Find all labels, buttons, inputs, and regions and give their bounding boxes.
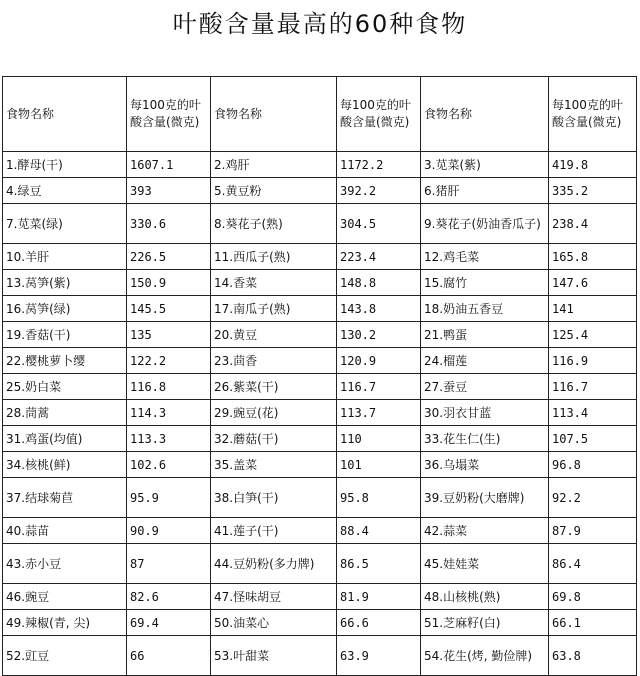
folate-value-cell: 165.8	[549, 244, 637, 270]
folate-value-cell: 116.9	[549, 348, 637, 374]
table-row	[3, 610, 637, 636]
food-name-cell: 38.白笋(干)	[211, 478, 337, 518]
folate-value-cell: 63.8	[549, 636, 637, 676]
folate-value-cell: 304.5	[337, 204, 421, 244]
food-name-cell: 16.莴笋(绿)	[3, 296, 127, 322]
folate-value-cell: 86.5	[337, 544, 421, 584]
column-header-folate: 每100克的叶酸含量(微克)	[549, 77, 637, 152]
folate-value-cell: 1607.1	[127, 152, 211, 178]
food-name-cell: 4.绿豆	[3, 178, 127, 204]
food-name-cell: 11.西瓜子(熟)	[211, 244, 337, 270]
table-row	[3, 478, 637, 518]
column-header-folate: 每100克的叶酸含量(微克)	[127, 77, 211, 152]
column-header-food-name: 食物名称	[421, 77, 549, 152]
page-title: 叶酸含量最高的60种食物	[172, 10, 468, 38]
food-name-cell: 8.葵花子(熟)	[211, 204, 337, 244]
folate-value-cell: 226.5	[127, 244, 211, 270]
folate-value-cell: 86.4	[549, 544, 637, 584]
food-name-cell: 23.茴香	[211, 348, 337, 374]
folate-value-cell: 116.8	[127, 374, 211, 400]
food-name-cell: 51.芝麻籽(白)	[421, 610, 549, 636]
folate-value-cell: 87.9	[549, 518, 637, 544]
table-header-row	[3, 77, 637, 152]
food-name-cell: 26.紫菜(干)	[211, 374, 337, 400]
food-name-cell: 49.辣椒(青, 尖)	[3, 610, 127, 636]
column-header-food-name: 食物名称	[211, 77, 337, 152]
food-name-cell: 3.苋菜(紫)	[421, 152, 549, 178]
food-name-cell: 14.香菜	[211, 270, 337, 296]
food-name-cell: 45.娃娃菜	[421, 544, 549, 584]
folate-value-cell: 66.6	[337, 610, 421, 636]
folate-value-cell: 95.9	[127, 478, 211, 518]
folate-value-cell: 110	[337, 426, 421, 452]
table-row	[3, 452, 637, 478]
table-row	[3, 178, 637, 204]
food-name-cell: 34.核桃(鲜)	[3, 452, 127, 478]
folate-value-cell: 238.4	[549, 204, 637, 244]
folate-value-cell: 87	[127, 544, 211, 584]
food-name-cell: 44.豆奶粉(多力牌)	[211, 544, 337, 584]
food-name-cell: 39.豆奶粉(大磨牌)	[421, 478, 549, 518]
folate-value-cell: 66	[127, 636, 211, 676]
folate-value-cell: 143.8	[337, 296, 421, 322]
food-name-cell: 42.蒜菜	[421, 518, 549, 544]
folate-value-cell: 88.4	[337, 518, 421, 544]
folate-value-cell: 63.9	[337, 636, 421, 676]
folate-value-cell: 122.2	[127, 348, 211, 374]
folate-value-cell: 141	[549, 296, 637, 322]
food-name-cell: 54.花生(烤, 勤俭牌)	[421, 636, 549, 676]
folate-value-cell: 145.5	[127, 296, 211, 322]
food-name-cell: 40.蒜苗	[3, 518, 127, 544]
folate-value-cell: 95.8	[337, 478, 421, 518]
folate-value-cell: 125.4	[549, 322, 637, 348]
food-name-cell: 15.腐竹	[421, 270, 549, 296]
food-name-cell: 17.南瓜子(熟)	[211, 296, 337, 322]
food-name-cell: 13.莴笋(紫)	[3, 270, 127, 296]
column-header-folate: 每100克的叶酸含量(微克)	[337, 77, 421, 152]
folate-value-cell: 147.6	[549, 270, 637, 296]
table-row	[3, 204, 637, 244]
food-name-cell: 2.鸡肝	[211, 152, 337, 178]
folate-value-cell: 135	[127, 322, 211, 348]
column-header-food-name: 食物名称	[3, 77, 127, 152]
folate-value-cell: 113.7	[337, 400, 421, 426]
folate-value-cell: 81.9	[337, 584, 421, 610]
food-name-cell: 35.盖菜	[211, 452, 337, 478]
folate-value-cell: 82.6	[127, 584, 211, 610]
food-name-cell: 24.榴莲	[421, 348, 549, 374]
food-name-cell: 9.葵花子(奶油香瓜子)	[421, 204, 549, 244]
food-name-cell: 36.乌塌菜	[421, 452, 549, 478]
table-row	[3, 584, 637, 610]
food-name-cell: 18.奶油五香豆	[421, 296, 549, 322]
food-name-cell: 31.鸡蛋(均值)	[3, 426, 127, 452]
table-body	[3, 152, 637, 676]
folate-value-cell: 116.7	[337, 374, 421, 400]
food-name-cell: 46.豌豆	[3, 584, 127, 610]
food-name-cell: 50.油菜心	[211, 610, 337, 636]
food-name-cell: 6.猪肝	[421, 178, 549, 204]
folate-value-cell: 69.4	[127, 610, 211, 636]
food-name-cell: 41.莲子(干)	[211, 518, 337, 544]
folate-value-cell: 102.6	[127, 452, 211, 478]
food-name-cell: 43.赤小豆	[3, 544, 127, 584]
food-name-cell: 19.香菇(干)	[3, 322, 127, 348]
folate-value-cell: 96.8	[549, 452, 637, 478]
folate-value-cell: 114.3	[127, 400, 211, 426]
folate-value-cell: 66.1	[549, 610, 637, 636]
food-name-cell: 47.怪味胡豆	[211, 584, 337, 610]
folate-value-cell: 101	[337, 452, 421, 478]
folate-value-cell: 90.9	[127, 518, 211, 544]
table-row	[3, 400, 637, 426]
folate-value-cell: 419.8	[549, 152, 637, 178]
folate-value-cell: 120.9	[337, 348, 421, 374]
folate-value-cell: 223.4	[337, 244, 421, 270]
table-row	[3, 270, 637, 296]
folate-value-cell: 107.5	[549, 426, 637, 452]
folate-value-cell: 150.9	[127, 270, 211, 296]
folate-value-cell: 113.4	[549, 400, 637, 426]
table-row	[3, 244, 637, 270]
food-name-cell: 25.奶白菜	[3, 374, 127, 400]
table-row	[3, 348, 637, 374]
folate-value-cell: 116.7	[549, 374, 637, 400]
folate-value-cell: 148.8	[337, 270, 421, 296]
table-row	[3, 374, 637, 400]
folate-value-cell: 393	[127, 178, 211, 204]
table-row	[3, 636, 637, 676]
food-name-cell: 30.羽衣甘蓝	[421, 400, 549, 426]
table-row	[3, 544, 637, 584]
folate-value-cell: 330.6	[127, 204, 211, 244]
table-row	[3, 322, 637, 348]
folate-value-cell: 113.3	[127, 426, 211, 452]
folate-value-cell: 92.2	[549, 478, 637, 518]
table-row	[3, 518, 637, 544]
food-name-cell: 1.酵母(干)	[3, 152, 127, 178]
food-name-cell: 28.茼蒿	[3, 400, 127, 426]
food-name-cell: 5.黄豆粉	[211, 178, 337, 204]
folate-value-cell: 69.8	[549, 584, 637, 610]
food-name-cell: 20.黄豆	[211, 322, 337, 348]
food-name-cell: 12.鸡毛菜	[421, 244, 549, 270]
food-name-cell: 29.豌豆(花)	[211, 400, 337, 426]
food-name-cell: 7.苋菜(绿)	[3, 204, 127, 244]
table-row	[3, 152, 637, 178]
folate-value-cell: 1172.2	[337, 152, 421, 178]
food-name-cell: 52.豇豆	[3, 636, 127, 676]
food-name-cell: 33.花生仁(生)	[421, 426, 549, 452]
food-name-cell: 27.蚕豆	[421, 374, 549, 400]
food-name-cell: 37.结球菊苣	[3, 478, 127, 518]
food-name-cell: 32.蘑菇(干)	[211, 426, 337, 452]
folate-value-cell: 130.2	[337, 322, 421, 348]
table-row	[3, 426, 637, 452]
food-name-cell: 22.樱桃萝卜缨	[3, 348, 127, 374]
folate-value-cell: 392.2	[337, 178, 421, 204]
food-name-cell: 53.叶甜菜	[211, 636, 337, 676]
food-name-cell: 10.羊肝	[3, 244, 127, 270]
food-name-cell: 21.鸭蛋	[421, 322, 549, 348]
folate-table	[2, 76, 637, 676]
food-name-cell: 48.山核桃(熟)	[421, 584, 549, 610]
folate-value-cell: 335.2	[549, 178, 637, 204]
table-row	[3, 296, 637, 322]
